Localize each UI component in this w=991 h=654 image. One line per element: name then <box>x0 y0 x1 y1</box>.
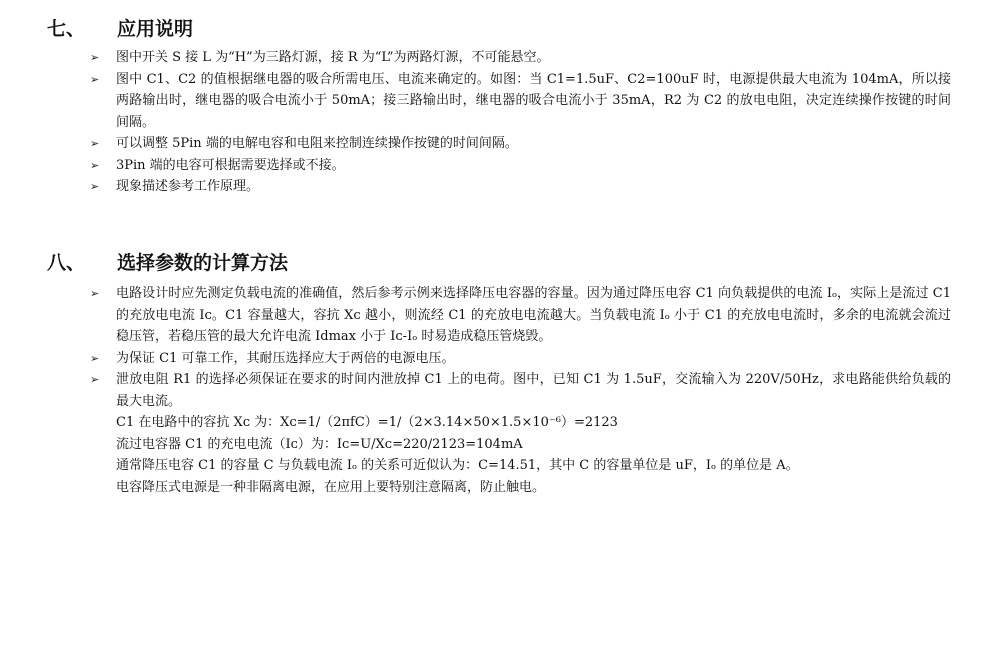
list-item <box>0 133 991 155</box>
list-item <box>0 69 991 134</box>
bullet-arrow-icon: ➢ <box>90 51 100 64</box>
list-item <box>0 176 991 198</box>
list-item <box>0 369 991 498</box>
bullet-text: 现象描述参考工作原理。 <box>116 179 260 194</box>
bullet-arrow-icon: ➢ <box>90 180 100 193</box>
section-7-bullet-list <box>0 47 991 198</box>
bullet-text: 可以调整 5Pin 端的电解电容和电阻来控制连续操作按键的时间间隔。 <box>116 136 518 151</box>
list-item <box>0 47 991 69</box>
section-8-bullet-list <box>0 283 991 498</box>
section-7-heading <box>47 12 193 42</box>
isolation-warning: 电容降压式电源是一种非隔离电源，在应用上要特别注意隔离，防止触电。 <box>116 479 546 495</box>
bullet-arrow-icon: ➢ <box>90 373 100 386</box>
bullet-arrow-icon: ➢ <box>90 287 100 300</box>
bullet-text: 电路设计时应先测定负载电流的准确值，然后参考示例来选择降压电容器的容量。因为通过降压电容 C1 向负载提供的电流 Iₒ，实际上是流过 C1 的充放电电流 Iᴄ。C1 容量越大，容抗 Xᴄ 越小，则流经 C1 的充放电电流越大。当负载电流 Iₒ 小于 C1 的充放电电流时，多余的电流就会流过稳压管，若稳压管的最大允许电流 Idmax 小于 Iᴄ-Iₒ 时易造成稳压管烧毁。 <box>116 286 951 344</box>
capacity-current-relation: 通常降压电容 C1 的容量 C 与负载电流 Iₒ 的关系可近似认为：C=14.51，其中 C 的容量单位是 uF，Iₒ 的单位是 A。 <box>116 458 799 473</box>
bullet-text: 泄放电阻 R1 的选择必须保证在要求的时间内泄放掉 C1 上的电荷。图中，已知 C1 为 1.5uF，交流输入为 220V/50Hz，求电路能供给负载的最大电流。 <box>116 372 951 409</box>
bullet-text: 图中开关 S 接 L 为“H”为三路灯源，接 R 为“L”为两路灯源，不可能悬空。 <box>116 50 550 65</box>
bullet-arrow-icon: ➢ <box>90 158 100 172</box>
section-7-title: 应用说明 <box>117 17 194 40</box>
charging-current-formula: 流过电容器 C1 的充电电流（Iᴄ）为：Iᴄ=U/Xᴄ=220/2123=104mA <box>116 436 523 452</box>
section-8-title: 选择参数的计算方法 <box>117 251 289 274</box>
bullet-text: 3Pin 端的电容可根据需要选择或不接。 <box>116 157 345 173</box>
capacitive-reactance-formula: C1 在电路中的容抗 Xᴄ 为：Xᴄ=1/（2πfC）=1/（2×3.14×50×1.5×10⁻⁶）=2123 <box>116 415 618 430</box>
bullet-arrow-icon: ➢ <box>90 72 100 86</box>
bullet-arrow-icon: ➢ <box>90 351 100 365</box>
bullet-text: 图中 C1、C2 的值根据继电器的吸合所需电压、电流来确定的。如图：当 C1=1.5uF、C2=100uF 时，电源提供最大电流为 104mA，所以接两路输出时，继电器的吸合电流小于 50mA；接三路输出时，继电器的吸合电流小于 35mA，R2 为 C2 的放电电阻，决定连续操作按键的时间间隔。 <box>116 71 951 130</box>
section-8-heading <box>47 246 288 276</box>
section-8-number: 八、 <box>47 251 86 274</box>
list-item <box>0 348 991 370</box>
section-7-number: 七、 <box>47 17 86 40</box>
bullet-arrow-icon: ➢ <box>90 137 100 150</box>
list-item <box>0 283 991 348</box>
list-item <box>0 155 991 177</box>
bullet-text: 为保证 C1 可靠工作，其耐压选择应大于两倍的电源电压。 <box>116 350 455 366</box>
